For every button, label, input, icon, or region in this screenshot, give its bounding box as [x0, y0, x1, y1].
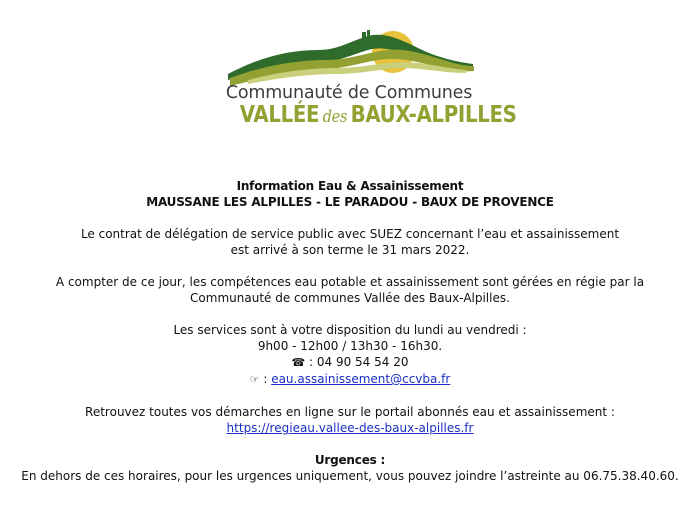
services-intro: Les services sont à votre disposition du lundi au vendredi :	[173, 323, 527, 337]
competences-line-1: A compter de ce jour, les compétences eau potable et assainissement sont gérées en régie par la	[55, 275, 645, 289]
urgences-text: En dehors de ces horaires, pour les urgences uniquement, vous pouvez joindre l’astreinte au 06.75.38.40.60.	[21, 469, 679, 483]
phone-line	[0, 354, 700, 371]
logo	[218, 28, 517, 136]
notice-body	[0, 178, 700, 484]
email-link[interactable]: eau.assainissement@ccvba.fr	[271, 372, 451, 386]
portal-link[interactable]: https://regieau.vallee-des-baux-alpilles.fr	[226, 421, 474, 435]
email-prefix: :	[259, 372, 272, 386]
portal-intro: Retrouvez toutes vos démarches en ligne sur le portail abonnés eau et assainissement :	[85, 405, 615, 419]
logo-title: Communauté de Communes	[225, 83, 473, 103]
telephone-icon: ☎	[291, 356, 306, 369]
logo-subtitle	[239, 102, 517, 128]
phone-number: : 04 90 54 54 20	[305, 355, 409, 369]
competences-line-2: Communauté de communes Vallée des Baux-Alpilles.	[190, 291, 510, 305]
email-line	[0, 371, 700, 388]
hills-logo-icon	[218, 28, 480, 88]
logo-subtitle-right: BAUX-ALPILLES	[350, 102, 517, 128]
urgences-title: Urgences :	[314, 453, 386, 467]
opening-hours: 9h00 - 12h00 / 13h30 - 16h30.	[257, 339, 443, 353]
portal-line	[0, 420, 700, 436]
notice-title: Information Eau & Assainissement	[236, 179, 464, 193]
hand-pointing-icon: ☞	[249, 373, 260, 386]
logo-subtitle-des: des	[322, 107, 348, 127]
notice-communes: MAUSSANE LES ALPILLES - LE PARADOU - BAUX DE PROVENCE	[146, 195, 554, 209]
contract-line-2: est arrivé à son terme le 31 mars 2022.	[230, 243, 470, 257]
logo-subtitle-left: VALLÉE	[239, 102, 320, 128]
contract-line-1: Le contrat de délégation de service public avec SUEZ concernant l’eau et assainissement	[80, 227, 620, 241]
